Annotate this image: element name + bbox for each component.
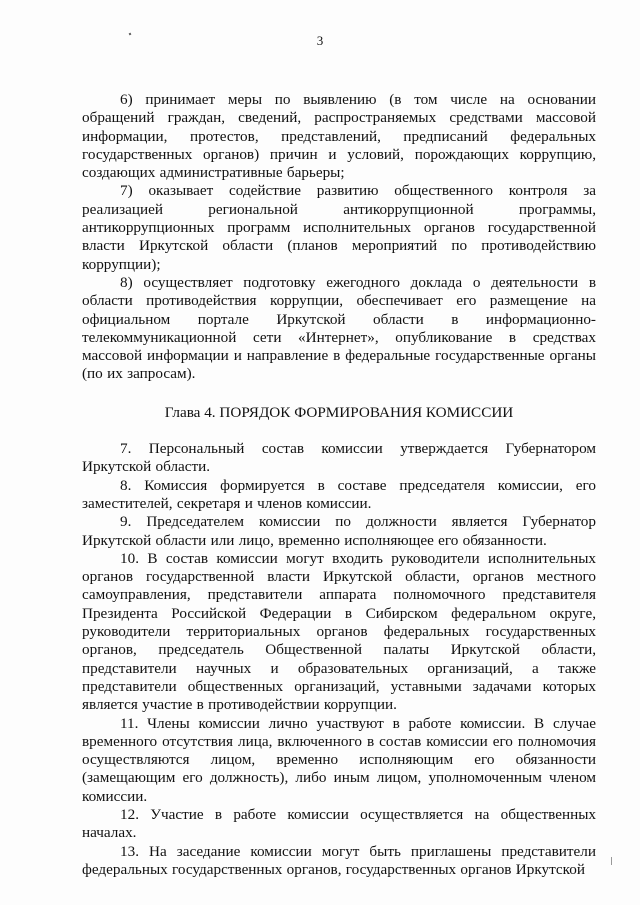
paragraph-item-8: 8) осуществляет подготовку ежегодного доклада о деятельности в области противодействия коррупции, обеспечивает его размещение на официальном портале Иркутской области в информационно-телекоммуникационной сети «Интернет», опубликование в средствах массовой информации и направление в федеральные государственные органы (по их запросам). [82,273,596,383]
document-body [82,91,596,879]
paragraph-clause-8: 8. Комиссия формируется в составе председателя комиссии, его заместителей, секретаря и членов комиссии. [82,476,596,512]
paragraph-item-7: 7) оказывает содействие развитию общественного контроля за реализацией региональной антикоррупционной программы, антикоррупционных программ исполнительных органов государственной власти Иркутской области (планов мероприятий по противодействию коррупции); [82,182,596,273]
paragraph-clause-12: 12. Участие в работе комиссии осуществляется на общественных началах. [82,805,596,842]
paragraph-clause-10: 10. В состав комиссии могут входить руководители исполнительных органов государственной власти Иркутской области, органов местного самоуправления, представители аппарата полномочного представителя Президента Российской Федерации в Сибирском федеральном округе, руководители территориальных органов федеральных государственных органов, председатель Общественной палаты Иркутской области, представители научных и образовательных организаций, а также представители общественных организаций, уставными задачами которых является участие в противодействии коррупции. [82,549,596,714]
chapter-heading: Глава 4. ПОРЯДОК ФОРМИРОВАНИЯ КОМИССИИ [164,403,514,421]
paragraph-clause-13: 13. На заседание комиссии могут быть приглашены представители федеральных государственных органов, государственных органов Иркутской [82,842,596,878]
scan-mark [611,857,612,865]
paragraph-item-6: 6) принимает меры по выявлению (в том числе на основании обращений граждан, сведений, распространяемых средствами массовой информации, протестов, представлений, предписаний федеральных государственных органов) причин и условий, порождающих коррупцию, создающих административные барьеры; [82,91,596,182]
paragraph-clause-7: 7. Персональный состав комиссии утверждается Губернатором Иркутской области. [82,440,596,476]
paragraph-clause-9: 9. Председателем комиссии по должности является Губернатор Иркутской области или лицо, временно исполняющее его обязанности. [82,513,596,549]
page-number: 3 [316,33,324,48]
paragraph-clause-11: 11. Члены комиссии лично участвуют в работе комиссии. В случае временного отсутствия лица, включенного в состав комиссии его полномочия осуществляются лицом, временно исполняющим его обязанности (замещающим его должность), либо иным лицом, уполномоченным членом комиссии. [82,714,596,805]
